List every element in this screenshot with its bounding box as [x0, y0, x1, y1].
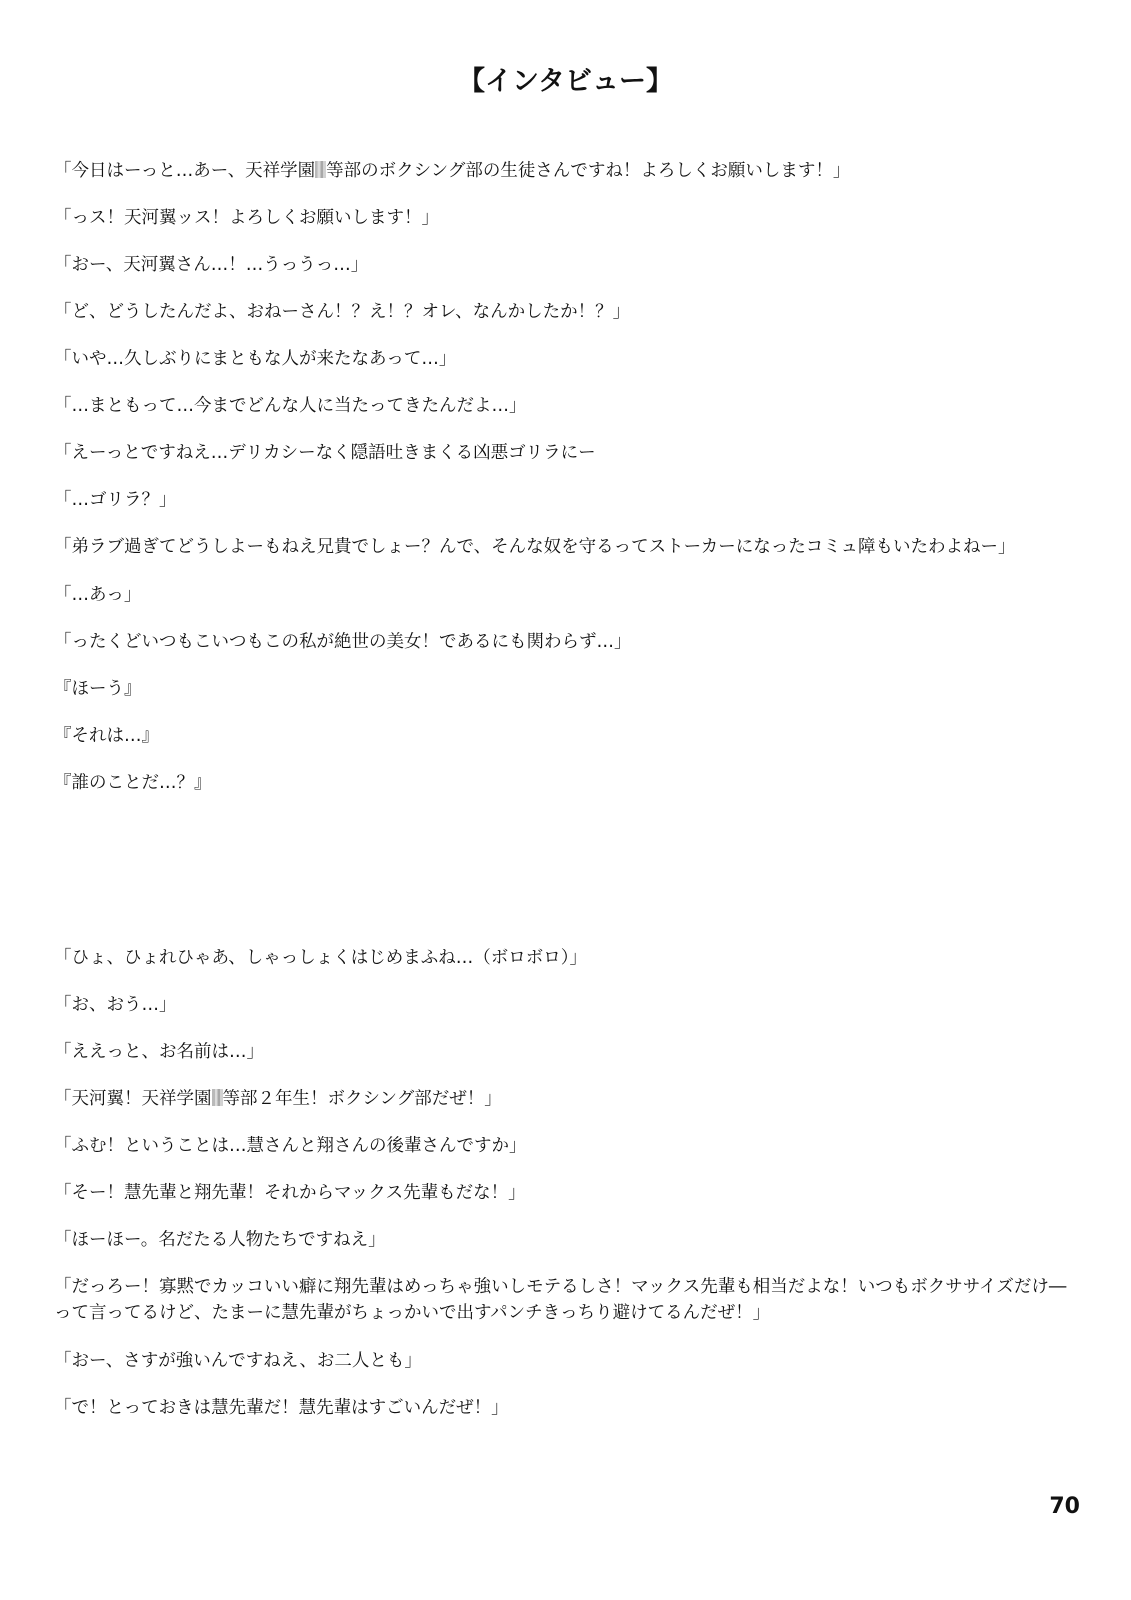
dialogue-line: 「そー！慧先輩と翔先輩！それからマックス先輩もだな！」: [54, 1183, 526, 1203]
dialogue-line: 「ど、どうしたんだよ、おねーさん！？え！？オレ、なんかしたか！？」: [54, 302, 631, 322]
dialogue-line: 「おー、さすが強いんですねえ、お二人とも」: [54, 1351, 422, 1371]
dialogue-line: 「弟ラブ過ぎてどうしよーもねえ兄貴でしょー？んで、そんな奴を守るってストーカーになったコミュ障もいたわよねー」: [54, 537, 1016, 557]
dialogue-line: 「だっろー！寡黙でカッコいい癖に翔先輩はめっちゃ強いしモテるしさ！マックス先輩も相当だよな！いつもボクササイズだけ―って言ってるけど、たまーに慧先輩がちょっかいで出すパンチきっちり避けてるんだぜ！」: [54, 1277, 1067, 1323]
dialogue-line: 「ふむ！ということは…慧さんと翔さんの後輩さんですか」: [54, 1136, 527, 1156]
dialogue-line: 「天河翼！天祥学園 等部２年生！ボクシング部だぜ！」: [54, 1089, 502, 1109]
dialogue-line: 『それは…』: [54, 726, 159, 746]
dialogue-line: 「えーっとですねえ…デリカシーなく隠語吐きまくる凶悪ゴリラにー: [54, 443, 596, 463]
censor-mosaic: [315, 161, 326, 178]
dialogue-line: 「ほーほー。名だたる人物たちですねえ」: [54, 1230, 386, 1250]
dialogue-line: 「っス！天河翼ッス！よろしくお願いします！」: [54, 208, 439, 228]
censor-mosaic: [212, 1089, 223, 1106]
dialogue-line: 「…まともって…今までどんな人に当たってきたんだよ…」: [54, 396, 527, 416]
dialogue-line: 「ええっと、お名前は…」: [54, 1042, 264, 1062]
dialogue-line: 「…ゴリラ？」: [54, 490, 177, 510]
dialogue-section-1: [54, 158, 1074, 817]
dialogue-section-2: [54, 945, 1074, 1442]
dialogue-line: 「お、おう…」: [54, 995, 177, 1015]
dialogue-line: 「ったくどいつもこいつもこの私が絶世の美女！であるにも関わらず…」: [54, 632, 632, 652]
dialogue-line: 『ほーう』: [54, 679, 142, 699]
dialogue-line: 『誰のことだ…？』: [54, 773, 212, 793]
dialogue-line: 「で！とっておきは慧先輩だ！慧先輩はすごいんだぜ！」: [54, 1398, 509, 1418]
dialogue-line: 「ひょ、ひょれひゃあ、しゃっしょくはじめまふね…（ボロボロ）」: [54, 948, 588, 968]
page-number: 70: [1049, 1494, 1080, 1519]
page-title: 【インタビュー】: [458, 66, 673, 97]
dialogue-line: 「おー、天河翼さん…！…うっうっ…」: [54, 255, 369, 275]
dialogue-line: 「今日はーっと…あー、天祥学園 等部のボクシング部の生徒さんですね！よろしくお願いします！」: [54, 161, 851, 181]
dialogue-line: 「いや…久しぶりにまともな人が来たなあって…」: [54, 349, 457, 369]
dialogue-line: 「…あっ」: [54, 585, 142, 605]
